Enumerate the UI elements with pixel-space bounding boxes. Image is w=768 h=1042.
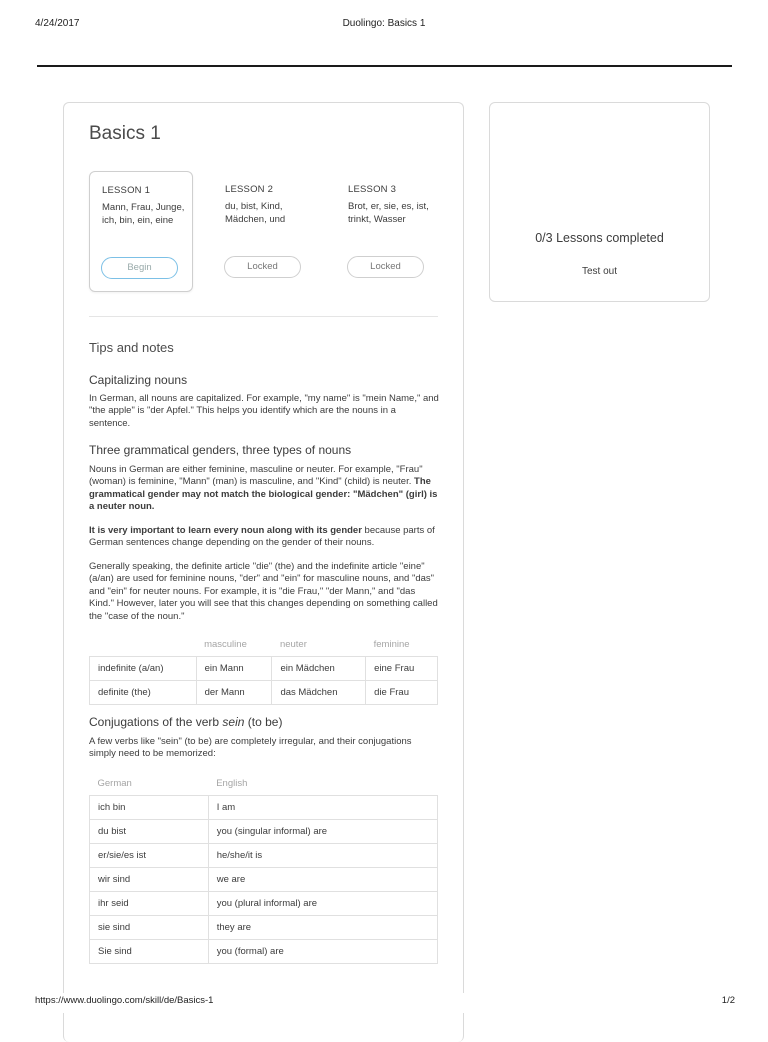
table-row: Sie sind you (formal) are [90, 940, 438, 964]
capitalizing-text: In German, all nouns are capitalized. For example, "my name" is "mein Name," and "the apple" is "der Apfel." This helps you identify which are the nouns in a sentence. [89, 393, 439, 429]
progress-card [489, 102, 710, 302]
genders-paragraph-3: Generally speaking, the definite article "die" (the) and the indefinite article "eine" (a/an) are used for feminine nouns, "der" and "ein" for masculine nouns, and "das" and "ein" for neuter nouns. For example, it is "die Frau," "der Mann," and "das Kind." However, later you will see that this changes depending on something called the "case of the noun." [89, 561, 438, 622]
table-row: sie sind they are [90, 916, 438, 940]
lessons-completed: 0/3 Lessons completed [535, 231, 664, 245]
print-header [0, 0, 768, 40]
table-row: du bist you (singular informal) are [90, 820, 438, 844]
genders-paragraph-1: Nouns in German are either feminine, masculine or neuter. For example, "Frau" (woman) is feminine, "Mann" (man) is masculine, and "Kind" (child) is neuter. The grammatical gender may not match the biological gender: "Mädchen" (girl) is a neuter noun. [89, 464, 438, 513]
print-date: 4/24/2017 [35, 18, 80, 29]
conjugations-table [89, 771, 438, 964]
lesson-words: Mann, Frau, Junge, ich, bin, ein, eine [102, 202, 185, 226]
lesson-card-1[interactable] [89, 171, 193, 292]
begin-button[interactable]: Begin [101, 257, 178, 279]
table-header-row: masculine neuter feminine [204, 638, 410, 650]
conjugations-text: A few verbs like "sein" (to be) are completely irregular, and their conjugations simply need to be memorized: [89, 736, 412, 760]
table-row: ich bin I am [90, 796, 438, 820]
locked-button[interactable]: Locked [347, 256, 424, 278]
section-divider [89, 316, 438, 317]
header-rule [37, 65, 732, 67]
lesson-words: Brot, er, sie, es, ist, trinkt, Wasser [348, 201, 429, 225]
lesson-name: LESSON 3 [348, 184, 397, 195]
print-footer [0, 993, 768, 1013]
articles-table [89, 632, 438, 705]
page-number: 1/2 [721, 995, 735, 1006]
lesson-card-2 [213, 171, 317, 292]
table-row: indefinite (a/an) ein Mann ein Mädchen eine Frau [90, 657, 438, 681]
table-row: er/sie/es ist he/she/it is [90, 844, 438, 868]
page-title: Basics 1 [89, 123, 161, 144]
table-row: ihr seid you (plural informal) are [90, 892, 438, 916]
conjugations-heading: Conjugations of the verb sein (to be) [89, 715, 283, 729]
lesson-words: du, bist, Kind, Mädchen, und [225, 201, 286, 225]
tips-title: Tips and notes [89, 340, 174, 355]
test-out-link[interactable]: Test out [581, 266, 618, 277]
print-url: https://www.duolingo.com/skill/de/Basics-1 [35, 995, 214, 1006]
genders-paragraph-2: It is very important to learn every noun along with its gender because parts of German sentences change depending on the gender of their nouns. [89, 525, 435, 549]
lesson-card-3 [336, 171, 440, 292]
capitalizing-heading: Capitalizing nouns [89, 373, 188, 387]
genders-heading: Three grammatical genders, three types of nouns [89, 443, 352, 457]
lesson-name: LESSON 1 [102, 185, 151, 196]
print-title: Duolingo: Basics 1 [342, 18, 426, 29]
table-header-row: German English [97, 777, 248, 789]
locked-button[interactable]: Locked [224, 256, 301, 278]
table-row: definite (the) der Mann das Mädchen die Frau [90, 681, 438, 705]
lesson-name: LESSON 2 [225, 184, 274, 195]
table-row: wir sind we are [90, 868, 438, 892]
